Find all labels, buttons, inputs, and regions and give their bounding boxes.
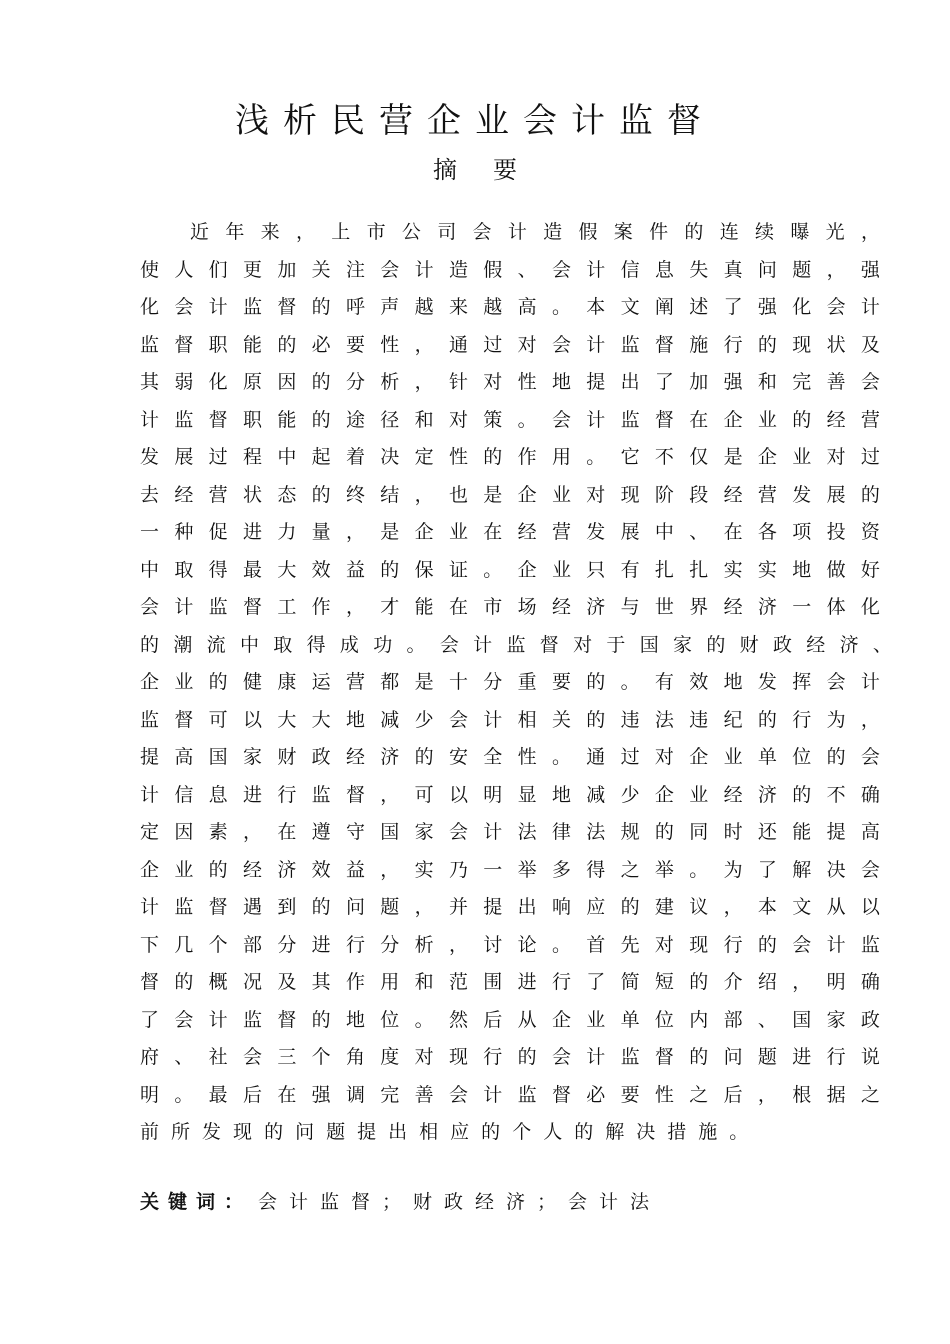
abstract-line: 会 计 监 督 工 作 ， 才 能 在 市 场 经 济 与 世 界 经 济 一 体 化 xyxy=(140,596,880,618)
abstract-line: 明 。 最 后 在 强 调 完 善 会 计 监 督 必 要 性 之 后 ， 根 据 之 xyxy=(140,1083,880,1106)
abstract-line: 府 、 社 会 三 个 角 度 对 现 行 的 会 计 监 督 的 问 题 进 行 说 xyxy=(140,1046,880,1068)
abstract-line: 督 的 概 况 及 其 作 用 和 范 围 进 行 了 简 短 的 介 绍 ， 明 确 xyxy=(140,971,880,993)
abstract-line: 其 弱 化 原 因 的 分 析 ， 针 对 性 地 提 出 了 加 强 和 完 善 会 xyxy=(140,371,880,393)
abstract-line: 企 业 的 经 济 效 益 ， 实 乃 一 举 多 得 之 举 。 为 了 解 决 会 xyxy=(140,858,880,881)
abstract-line: 定 因 素 ， 在 遵 守 国 家 会 计 法 律 法 规 的 同 时 还 能 提 高 xyxy=(140,821,880,843)
abstract-line: 发 展 过 程 中 起 着 决 定 性 的 作 用 。 它 不 仅 是 企 业 对 过 xyxy=(140,446,880,468)
abstract-line: 近 年 来 ， 上 市 公 司 会 计 造 假 案 件 的 连 续 曝 光 ， xyxy=(190,221,880,243)
abstract-line: 中 取 得 最 大 效 益 的 保 证 。 企 业 只 有 扎 扎 实 实 地 做 好 xyxy=(140,558,880,581)
abstract-heading: 摘要 xyxy=(433,156,553,184)
abstract-line: 监 督 可 以 大 大 地 减 少 会 计 相 关 的 违 法 违 纪 的 行 为 ， xyxy=(140,708,880,731)
abstract-line: 企 业 的 健 康 运 营 都 是 十 分 重 要 的 。 有 效 地 发 挥 会 计 xyxy=(140,671,880,693)
abstract-line: 了 会 计 监 督 的 地 位 。 然 后 从 企 业 单 位 内 部 、 国 家 政 xyxy=(140,1008,880,1031)
abstract-line: 计 监 督 职 能 的 途 径 和 对 策 。 会 计 监 督 在 企 业 的 经 营 xyxy=(140,408,880,431)
abstract-line: 下 几 个 部 分 进 行 分 析 ， 讨 论 。 首 先 对 现 行 的 会 计 监 xyxy=(140,933,880,956)
abstract-line: 计 信 息 进 行 监 督 ， 可 以 明 显 地 减 少 企 业 经 济 的 不 确 xyxy=(140,783,880,806)
page-title: 浅析民营企业会计监督 xyxy=(235,101,715,141)
abstract-line: 前 所 发 现 的 问 题 提 出 相 应 的 个 人 的 解 决 措 施 。 xyxy=(140,1121,749,1143)
abstract-line: 一 种 促 进 力 量 ， 是 企 业 在 经 营 发 展 中 、 在 各 项 投 资 xyxy=(140,521,880,543)
abstract-line: 监 督 职 能 的 必 要 性 ， 通 过 对 会 计 监 督 施 行 的 现 状 及 xyxy=(140,333,880,356)
keywords-line xyxy=(140,1182,661,1218)
abstract-body xyxy=(140,214,892,1152)
abstract-line: 化 会 计 监 督 的 呼 声 越 来 越 高 。 本 文 阐 述 了 强 化 会 计 xyxy=(140,296,880,318)
abstract-line: 去 经 营 状 态 的 终 结 ， 也 是 企 业 对 现 阶 段 经 营 发 展 的 xyxy=(140,483,880,506)
abstract-line: 计 监 督 遇 到 的 问 题 ， 并 提 出 响 应 的 建 议 ， 本 文 从 以 xyxy=(140,896,880,918)
abstract-line: 使 人 们 更 加 关 注 会 计 造 假 、 会 计 信 息 失 真 问 题 ， 强 xyxy=(140,258,880,281)
keywords-label: 关键词： xyxy=(140,1190,253,1213)
abstract-line: 提 高 国 家 财 政 经 济 的 安 全 性 。 通 过 对 企 业 单 位 的 会 xyxy=(140,746,880,768)
keywords-text: 会计监督；财政经济；会计法 xyxy=(258,1190,662,1213)
abstract-line: 的 潮 流 中 取 得 成 功 。 会 计 监 督 对 于 国 家 的 财 政 经 济 、 xyxy=(140,633,892,656)
